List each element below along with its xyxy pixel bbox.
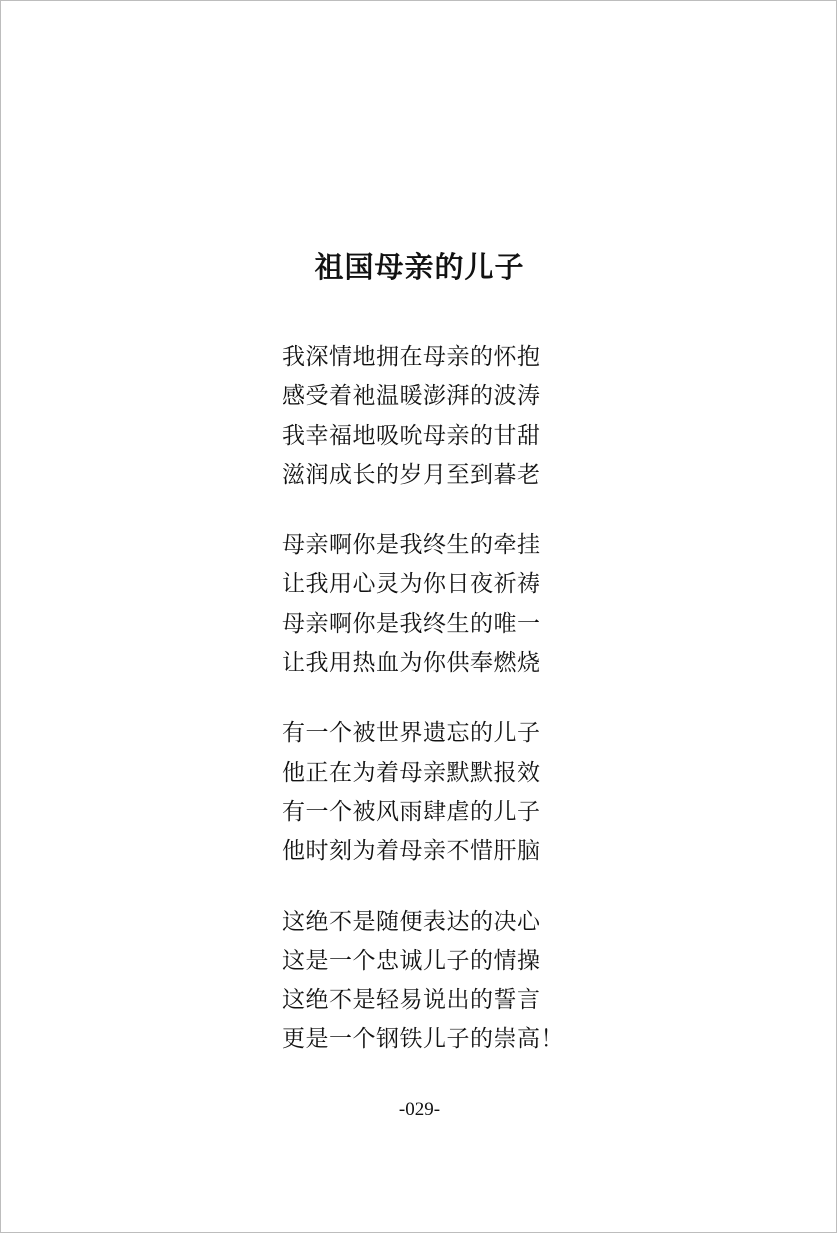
stanza-4	[282, 903, 582, 1060]
stanza-3	[282, 714, 582, 871]
poem-line: 母亲啊你是我终生的牵挂	[282, 532, 541, 559]
poem-line: 他时刻为着母亲不惜肝脑	[282, 838, 541, 865]
stanza-1	[282, 338, 582, 495]
poem-line: 有一个被风雨肆虐的儿子	[282, 798, 541, 825]
poem-line: 更是一个钢铁儿子的崇高！	[282, 1026, 564, 1053]
poem-line: 感受着祂温暖澎湃的波涛	[282, 383, 541, 410]
page-number: -029-	[398, 1099, 441, 1120]
poem-line: 滋润成长的岁月至到暮老	[282, 461, 541, 488]
poem-line: 这是一个忠诚儿子的情操	[282, 947, 541, 974]
poem-line: 这绝不是轻易说出的誓言	[282, 987, 541, 1014]
poem-line: 母亲啊你是我终生的唯一	[282, 610, 541, 637]
poem-body	[282, 338, 582, 1091]
poem-line: 让我用热血为你供奉燃烧	[282, 650, 541, 677]
stanza-2	[282, 526, 582, 683]
poem-line: 我幸福地吸吮母亲的甘甜	[282, 422, 541, 449]
poem-line: 让我用心灵为你日夜祈祷	[282, 571, 541, 598]
poem-line: 他正在为着母亲默默报效	[282, 759, 541, 786]
poem-line: 这绝不是随便表达的决心	[282, 908, 541, 935]
poem-line: 我深情地拥在母亲的怀抱	[282, 344, 541, 370]
poem-title: 祖国母亲的儿子	[314, 250, 525, 284]
poem-line: 有一个被世界遗忘的儿子	[282, 720, 541, 747]
